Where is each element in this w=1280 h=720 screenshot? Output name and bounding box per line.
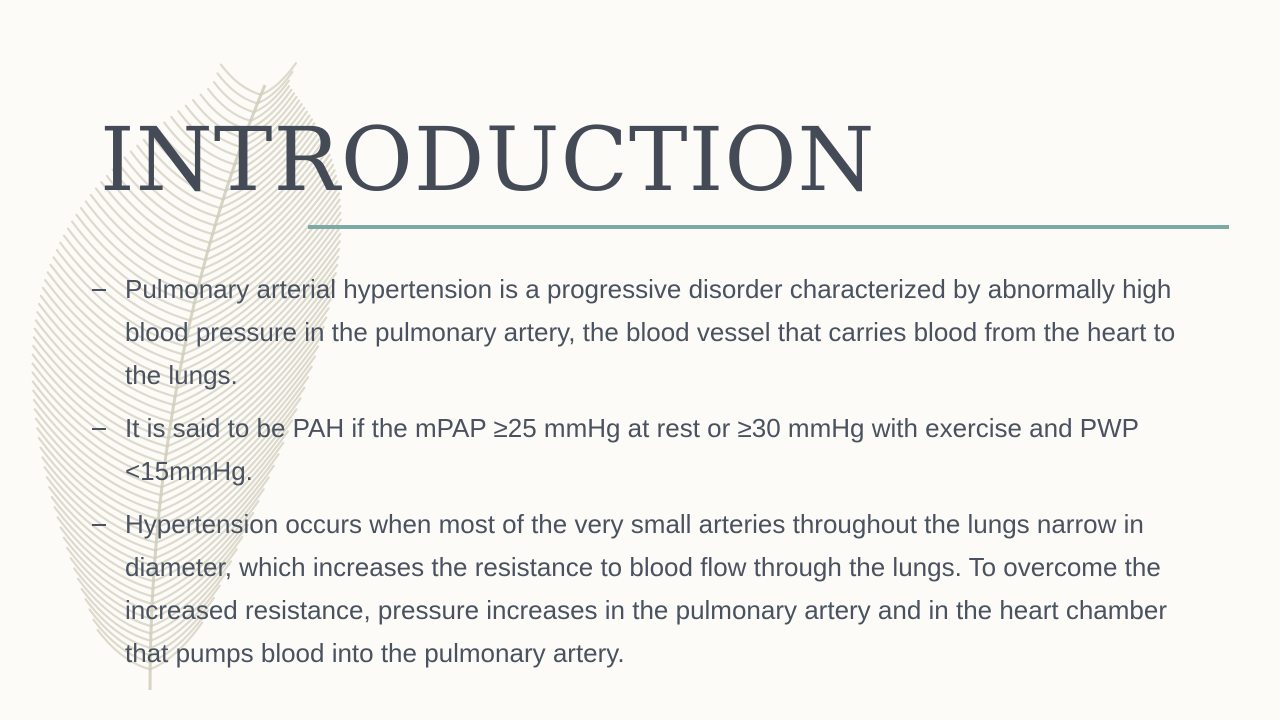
title-underline [308,225,1229,229]
dash-icon [92,428,106,430]
bullet-item [92,268,1202,397]
bullet-list [92,268,1202,685]
slide-title: INTRODUCTION [100,108,876,211]
bullet-text: It is said to be PAH if the mPAP ≥25 mmHg at rest or ≥30 mmHg with exercise and PWP <15mmHg. [125,413,1139,486]
bullet-item [92,407,1202,493]
dash-icon [92,289,106,291]
dash-icon [92,524,106,526]
bullet-text: Pulmonary arterial hypertension is a progressive disorder characterized by abnormally high blood pressure in the pulmonary artery, the blood vessel that carries blood from the heart to the lungs. [125,274,1176,390]
bullet-text: Hypertension occurs when most of the very small arteries throughout the lungs narrow in diameter, which increases the resistance to blood flow through the lungs. To overcome the increased resistance, pressure increases in the pulmonary artery and in the heart chamber that pumps blood into the pulmonary artery. [125,509,1167,668]
bullet-item [92,503,1202,675]
